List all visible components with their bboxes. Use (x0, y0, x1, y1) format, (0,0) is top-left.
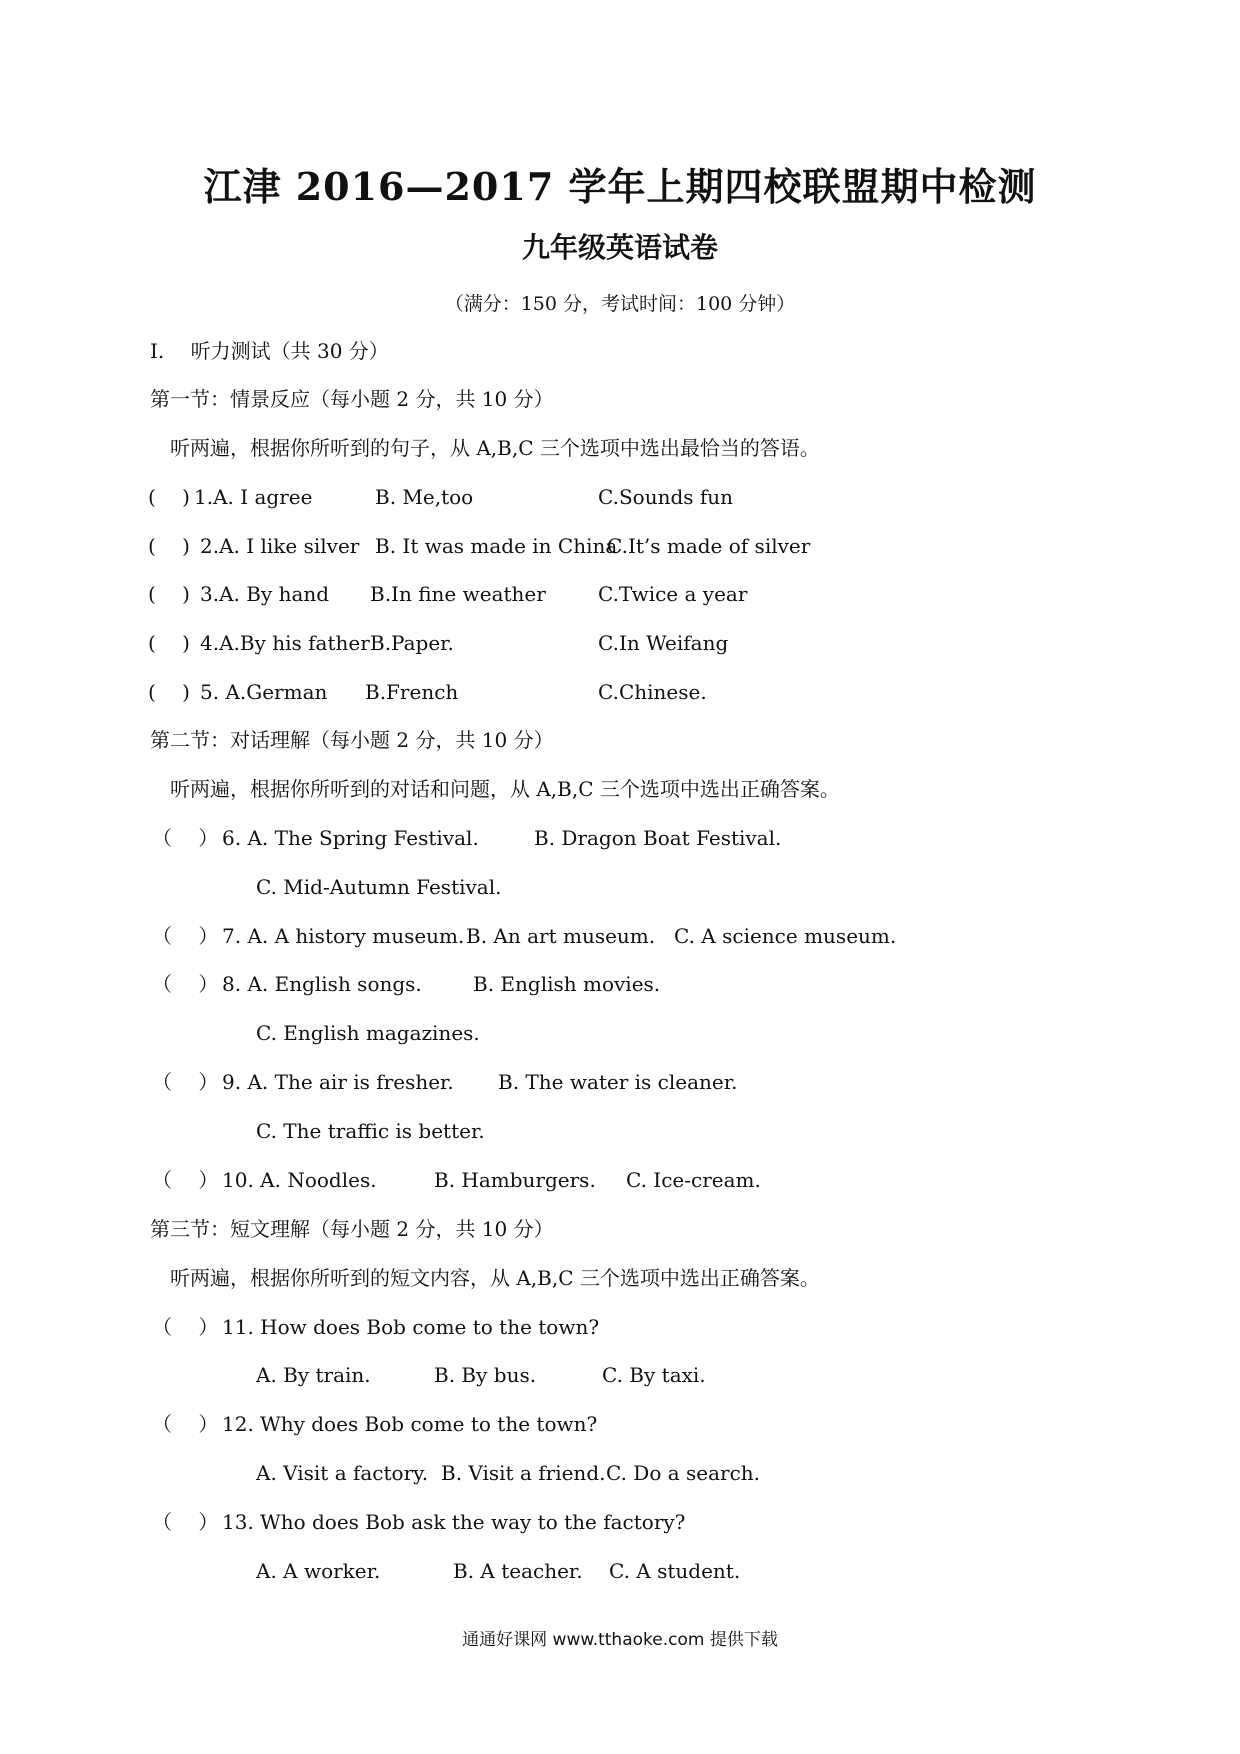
option-a: 5. A.German (200, 680, 328, 704)
option-b: B.French (365, 680, 459, 704)
section-heading-2: 第二节：对话理解（每小题 2 分，共 10 分） (150, 728, 554, 752)
answer-blank[interactable]: （ ） (152, 1070, 219, 1094)
option-a: A. By train. (256, 1363, 371, 1387)
option-b: B. Dragon Boat Festival. (534, 826, 782, 850)
option-b: B. The water is cleaner. (498, 1070, 738, 1094)
answer-blank[interactable]: （ ） (152, 972, 219, 996)
option-b: B.In fine weather (370, 582, 546, 606)
option-a: A. A worker. (256, 1559, 381, 1583)
answer-blank[interactable]: （ ） (152, 1510, 219, 1534)
option-b: B. Visit a friend. (441, 1461, 606, 1485)
option-c: C. A science museum. (674, 924, 897, 948)
section-instruction-1: 听两遍，根据你所听到的句子，从 A,B,C 三个选项中选出最恰当的答语。 (170, 436, 820, 460)
question-stem: 11. How does Bob come to the town? (222, 1315, 600, 1339)
section-heading-3: 第三节：短文理解（每小题 2 分，共 10 分） (150, 1217, 554, 1241)
question-stem: 12. Why does Bob come to the town? (222, 1412, 598, 1436)
option-c: C. The traffic is better. (256, 1119, 485, 1143)
option-c: C. Ice-cream. (626, 1168, 761, 1192)
option-a: 6. A. The Spring Festival. (222, 826, 479, 850)
option-b: B. Me,too (375, 485, 474, 509)
option-a: 3.A. By hand (200, 582, 330, 606)
answer-blank[interactable]: ( ) (148, 534, 190, 558)
answer-blank[interactable]: （ ） (152, 1168, 219, 1192)
section-instruction-3: 听两遍，根据你所听到的短文内容，从 A,B,C 三个选项中选出正确答案。 (170, 1266, 820, 1290)
option-c: C.In Weifang (598, 631, 729, 655)
answer-blank[interactable]: ( ) (148, 582, 190, 606)
option-b: B. A teacher. (453, 1559, 583, 1583)
question-stem: 13. Who does Bob ask the way to the factory? (222, 1510, 686, 1534)
option-c: C. A student. (609, 1559, 741, 1583)
option-b: B. Hamburgers. (434, 1168, 596, 1192)
option-c: C. Mid-Autumn Festival. (256, 875, 502, 899)
section-instruction-2: 听两遍，根据你所听到的对话和问题，从 A,B,C 三个选项中选出正确答案。 (170, 777, 840, 801)
answer-blank[interactable]: （ ） (152, 924, 219, 948)
exam-meta: （满分：150 分，考试时间：100 分钟） (444, 293, 796, 315)
option-a: 8. A. English songs. (222, 972, 422, 996)
answer-blank[interactable]: ( ) (148, 680, 190, 704)
option-a: 4.A.By his father (200, 631, 370, 655)
option-b: B. By bus. (434, 1363, 537, 1387)
option-b: B. An art museum. (466, 924, 656, 948)
option-a: 9. A. The air is fresher. (222, 1070, 454, 1094)
option-c: C. Do a search. (606, 1461, 761, 1485)
section-heading-1: 第一节：情景反应（每小题 2 分，共 10 分） (150, 387, 554, 411)
option-b: B. It was made in China (375, 534, 618, 558)
option-c: C.Twice a year (598, 582, 748, 606)
part-heading-listening: I. 听力测试（共 30 分） (150, 339, 389, 363)
option-c: C. English magazines. (256, 1021, 480, 1045)
exam-title: 江津 2016—2017 学年上期四校联盟期中检测 (203, 164, 1037, 209)
option-c: C.Sounds fun (598, 485, 734, 509)
answer-blank[interactable]: （ ） (152, 826, 219, 850)
option-a: 2.A. I like silver (200, 534, 360, 558)
exam-subtitle: 九年级英语试卷 (521, 231, 718, 264)
option-c: C.Chinese. (598, 680, 707, 704)
answer-blank[interactable]: （ ） (152, 1412, 219, 1436)
option-a: 1.A. I agree (194, 485, 313, 509)
answer-blank[interactable]: ( ) (148, 631, 190, 655)
option-a: 7. A. A history museum. (222, 924, 465, 948)
option-a: A. Visit a factory. (256, 1461, 429, 1485)
option-b: B. English movies. (473, 972, 661, 996)
option-a: 10. A. Noodles. (222, 1168, 377, 1192)
answer-blank[interactable]: ( ) (148, 485, 190, 509)
option-c: C. By taxi. (602, 1363, 706, 1387)
option-b: B.Paper. (370, 631, 454, 655)
option-c: C.It’s made of silver (607, 534, 811, 558)
page-footer: 通通好课网 www.tthaoke.com 提供下载 (462, 1630, 778, 1650)
answer-blank[interactable]: （ ） (152, 1315, 219, 1339)
